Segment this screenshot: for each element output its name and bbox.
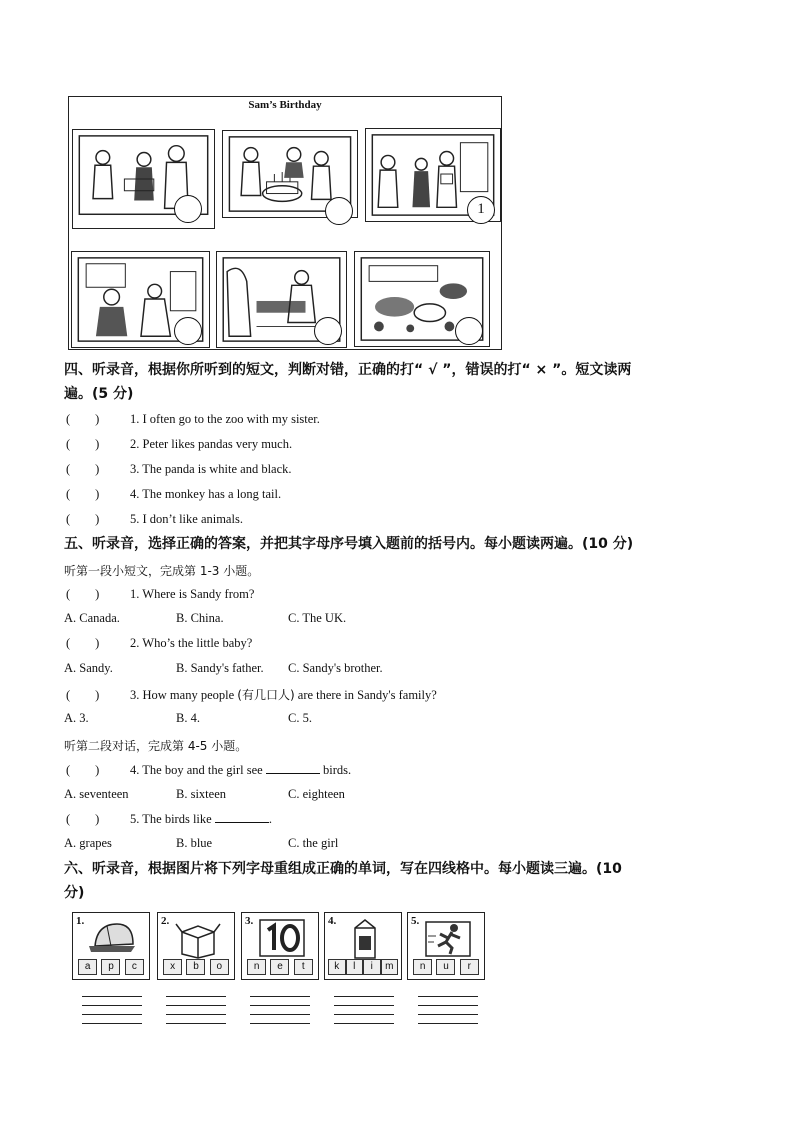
answer-circle-5[interactable] xyxy=(314,317,342,345)
word-card-4: 4. k l i m xyxy=(324,912,402,980)
answer-circle-1[interactable] xyxy=(174,195,202,223)
section6-heading-line1: 六、听录音，根据图片将下列字母重组成正确的单词，写在四线格中。每小题读三遍。(10 xyxy=(64,861,622,877)
option-a[interactable]: A. grapes xyxy=(64,836,112,850)
option-c[interactable]: C. The UK. xyxy=(288,611,347,625)
ten-icon xyxy=(256,916,308,960)
picture-title: Sam’s Birthday xyxy=(248,99,322,111)
letter-tiles: n e t xyxy=(245,959,315,975)
letter-tiles: x b o xyxy=(161,959,231,975)
option-a[interactable]: A. 3. xyxy=(64,711,89,725)
letter-tiles: n u r xyxy=(411,959,481,975)
answer-bracket[interactable]: ( ) xyxy=(66,487,100,501)
answer-bracket[interactable]: ( ) xyxy=(66,437,100,451)
section4-item-1: ( ) 1. I often go to the zoo with my sister. xyxy=(66,412,320,426)
section5-question-3-options xyxy=(64,711,312,726)
option-c[interactable]: C. Sandy's brother. xyxy=(288,661,383,675)
option-a[interactable]: A. Canada. xyxy=(64,611,120,625)
option-b[interactable]: B. China. xyxy=(176,611,224,625)
option-b[interactable]: B. 4. xyxy=(176,711,200,725)
option-a[interactable]: A. seventeen xyxy=(64,787,129,801)
section4-item-3: ( ) 3. The panda is white and black. xyxy=(66,462,292,476)
run-icon xyxy=(422,916,474,960)
section5-question-4-options xyxy=(64,787,345,802)
answer-bracket[interactable]: ( ) xyxy=(66,587,100,601)
four-line-grid-5[interactable] xyxy=(418,996,478,1026)
cap-icon xyxy=(87,916,139,960)
answer-circle-6[interactable] xyxy=(455,317,483,345)
four-line-grid-1[interactable] xyxy=(82,996,142,1026)
answer-circle-2[interactable] xyxy=(325,197,353,225)
fill-blank[interactable] xyxy=(266,762,320,774)
four-line-grid-4[interactable] xyxy=(334,996,394,1026)
option-c[interactable]: C. 5. xyxy=(288,711,312,725)
section4-heading-line2: 遍。(5 分) xyxy=(64,386,134,402)
birthday-picture-frame xyxy=(68,96,502,350)
answer-circle-3[interactable]: 1 xyxy=(467,196,495,224)
section5-part2-instruction: 听第二段对话，完成第 4-5 小题。 xyxy=(64,739,248,753)
box-icon xyxy=(172,916,224,960)
section4-item-5: ( ) 5. I don’t like animals. xyxy=(66,512,243,526)
option-c[interactable]: C. the girl xyxy=(288,836,339,850)
option-b[interactable]: B. Sandy's father. xyxy=(176,661,264,675)
word-card-3: 3. n e t xyxy=(241,912,319,980)
four-line-grid-2[interactable] xyxy=(166,996,226,1026)
section6-heading-line2: 分) xyxy=(64,885,85,901)
milk-icon xyxy=(339,916,391,960)
word-card-2: 2. x b o xyxy=(157,912,235,980)
section5-question-1-options xyxy=(64,611,346,626)
section5-heading: 五、听录音，选择正确的答案，并把其字母序号填入题前的括号内。每小题读两遍。(10 分) xyxy=(64,536,634,552)
section5-part1-instruction: 听第一段小短文，完成第 1-3 小题。 xyxy=(64,564,260,578)
option-b[interactable]: B. sixteen xyxy=(176,787,226,801)
answer-bracket[interactable]: ( ) xyxy=(66,688,100,702)
answer-bracket[interactable]: ( ) xyxy=(66,636,100,650)
answer-circle-4[interactable] xyxy=(174,317,202,345)
section5-question-2-options xyxy=(64,661,383,676)
option-c[interactable]: C. eighteen xyxy=(288,787,345,801)
answer-bracket[interactable]: ( ) xyxy=(66,812,100,826)
word-card-5: 5. n u r xyxy=(407,912,485,980)
answer-bracket[interactable]: ( ) xyxy=(66,412,100,426)
section4-item-2: ( ) 2. Peter likes pandas very much. xyxy=(66,437,293,451)
fill-blank[interactable] xyxy=(215,811,269,823)
word-card-1: 1. a p c xyxy=(72,912,150,980)
answer-bracket[interactable]: ( ) xyxy=(66,763,100,777)
letter-tiles: a p c xyxy=(76,959,146,975)
section5-question-5-options xyxy=(64,836,338,851)
section5-question-5: ( ) 5. The birds like . xyxy=(66,812,272,826)
section4-item-4: ( ) 4. The monkey has a long tail. xyxy=(66,487,282,501)
four-line-grid-3[interactable] xyxy=(250,996,310,1026)
section5-question-3: ( ) 3. How many people (有几口人) are there in Sandy's family? xyxy=(66,688,437,702)
section5-question-1: ( ) 1. Where is Sandy from? xyxy=(66,587,255,601)
letter-tiles: k l i m xyxy=(328,959,398,975)
section5-question-4: ( ) 4. The boy and the girl see birds. xyxy=(66,763,352,777)
answer-bracket[interactable]: ( ) xyxy=(66,512,100,526)
section4-heading-line1: 四、听录音，根据你所听到的短文，判断对错，正确的打“ √ ”，错误的打“ × ”。短文读两 xyxy=(64,362,632,378)
option-b[interactable]: B. blue xyxy=(176,836,213,850)
section5-question-2: ( ) 2. Who’s the little baby? xyxy=(66,636,253,650)
answer-bracket[interactable]: ( ) xyxy=(66,462,100,476)
option-a[interactable]: A. Sandy. xyxy=(64,661,113,675)
